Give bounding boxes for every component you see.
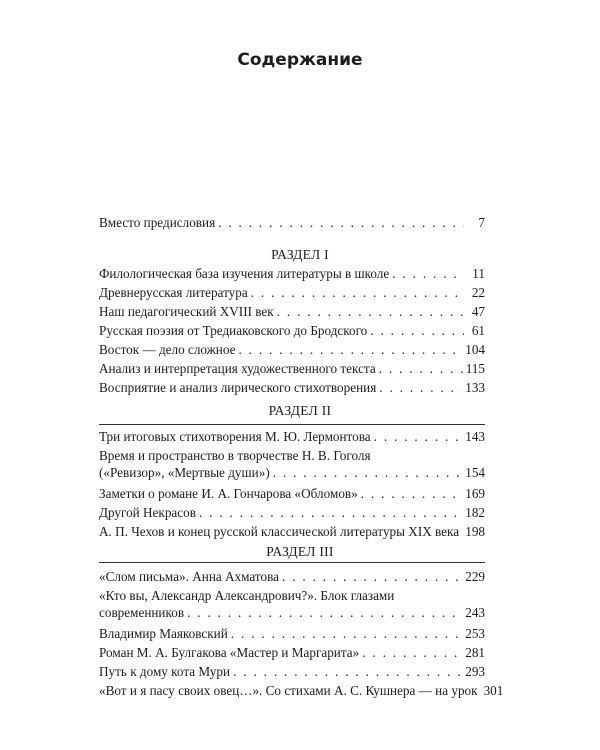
toc-entry-title: Заметки о романе И. А. Гончарова «Обломов»: [99, 486, 358, 501]
toc-entry: [99, 504, 485, 521]
toc-entry-title: Путь к дому кота Мури: [99, 664, 231, 679]
toc-entry-title: «Вот и я пасу своих овец…». Со стихами А. С. Кушнера — на урок: [99, 683, 478, 698]
dot-leader: [361, 485, 462, 502]
section-heading-3: РАЗДЕЛ III: [266, 544, 334, 559]
toc-entry-page: 104: [465, 342, 485, 357]
toc-entry-page: 182: [465, 505, 485, 520]
toc-entry: [99, 284, 485, 301]
toc-entry-title-line-2: современников: [99, 605, 185, 620]
toc-entry-title: Вместо предисловия: [99, 215, 216, 230]
toc-entry-title: Наш педагогический XVIII век: [99, 304, 274, 319]
toc-entry-page: 133: [465, 380, 485, 395]
toc-entry: [99, 322, 485, 339]
dot-leader: [233, 663, 462, 680]
toc-entry-preface: [99, 214, 485, 231]
toc-entry-page: 293: [465, 664, 485, 679]
toc-entry-title: Анализ и интерпретация художественного текста: [99, 361, 376, 376]
toc-entry-title: Древнерусская литература: [99, 285, 248, 300]
section-divider: [99, 424, 485, 425]
page-title: Содержание: [237, 50, 363, 70]
toc-entry-page: 243: [465, 605, 485, 620]
toc-entry-page: 154: [465, 465, 485, 480]
dot-leader: [282, 568, 462, 585]
toc-entry-title-line-1: Время и пространство в творчестве Н. В. Гоголя: [99, 448, 371, 463]
dot-leader: [277, 303, 464, 320]
toc-entry: [99, 447, 485, 481]
toc-entry: [99, 523, 485, 540]
toc-entry-page: 115: [465, 361, 485, 376]
toc-entry-page: 11: [472, 266, 485, 281]
dot-leader: [251, 284, 464, 301]
section-divider: [99, 562, 485, 563]
toc-entry-title: Восток — дело сложное: [99, 342, 236, 357]
toc-entry: [99, 682, 504, 699]
toc-entry: [99, 303, 485, 320]
toc-entry-page: 198: [465, 524, 485, 539]
toc-entry-title: Владимир Маяковский: [99, 626, 228, 641]
toc-entry-page: 22: [471, 285, 485, 300]
dot-leader: [379, 379, 462, 396]
toc-entry-title: Другой Некрасов: [99, 505, 196, 520]
toc-entry-title-line-1: «Кто вы, Александр Александрович?». Блок глазами: [99, 588, 395, 603]
toc-entry-page: 253: [465, 626, 485, 641]
dot-leader: [199, 504, 462, 521]
toc-entry-title: А. П. Чехов и конец русской классической литературы XIX века: [99, 524, 460, 539]
toc-entry-title-line-2: («Ревизор», «Мертвые души»): [99, 465, 270, 480]
toc-entry: [99, 485, 485, 502]
toc-entry: [99, 265, 485, 282]
dot-leader: [362, 644, 462, 661]
dot-leader: [370, 322, 464, 339]
toc-entry: [99, 379, 485, 396]
toc-entry-page: 281: [465, 645, 485, 660]
dot-leader: [187, 604, 462, 621]
toc-entry: [99, 587, 485, 621]
section-heading-1: РАЗДЕЛ I: [271, 247, 329, 262]
toc-entry-title: Восприятие и анализ лирического стихотворения: [99, 380, 377, 395]
dot-leader: [218, 214, 464, 231]
toc-entry-page: 47: [471, 304, 485, 319]
toc-entry-title: Русская поэзия от Тредиаковского до Бродского: [99, 323, 368, 338]
section-heading-2: РАЗДЕЛ II: [268, 403, 332, 418]
toc-entry-page: 169: [465, 486, 485, 501]
toc-entry-title: Филологическая база изучения литературы в школе: [99, 266, 390, 281]
toc-entry: [99, 428, 485, 445]
toc-entry-page: 61: [471, 323, 485, 338]
toc-entry: [99, 341, 485, 358]
dot-leader: [374, 428, 463, 445]
dot-leader: [273, 464, 463, 481]
dot-leader: [379, 360, 463, 377]
dot-leader: [392, 265, 464, 282]
toc-entry-title: Три итоговых стихотворения М. Ю. Лермонтова: [99, 429, 371, 444]
dot-leader: [238, 341, 462, 358]
toc-entry: [99, 360, 485, 377]
toc-entry: [99, 568, 485, 585]
toc-entry-page: 229: [465, 569, 485, 584]
toc-entry-title: Роман М. А. Булгакова «Мастер и Маргарита»: [99, 645, 360, 660]
toc-entry-title: «Слом письма». Анна Ахматова: [99, 569, 279, 584]
toc-entry-page: 7: [478, 215, 485, 230]
toc-entry: [99, 625, 485, 642]
dot-leader: [231, 625, 462, 642]
toc-entry: [99, 644, 485, 661]
toc-entry: [99, 663, 485, 680]
toc-entry-page: 301: [483, 683, 504, 698]
toc-entry-page: 143: [465, 429, 485, 444]
